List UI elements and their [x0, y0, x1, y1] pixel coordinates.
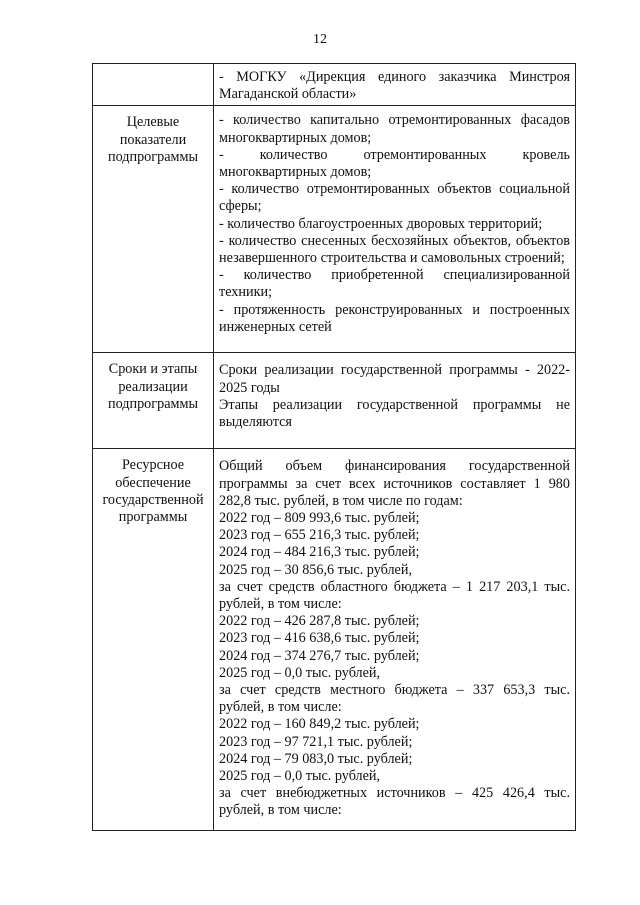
row-label-resource-provision: Ресурсное обеспечение государственной программы [93, 449, 214, 831]
funding-line: 2025 год – 0,0 тыс. рублей, [219, 768, 381, 785]
terms-line: Сроки реализации государственной программы - 2022-2025 годы [219, 362, 570, 396]
table-row-terms-stages [93, 353, 576, 449]
table-row-target-indicators [93, 106, 576, 353]
row-content-executor [214, 64, 576, 106]
funding-line: 2022 год – 160 849,2 тыс. рублей; [219, 716, 420, 733]
table-row-executor [93, 64, 576, 106]
funding-line: 2023 год – 416 638,6 тыс. рублей; [219, 630, 420, 647]
indicator-item: - количество капитально отремонтированных фасадов многоквартирных домов; [219, 112, 570, 146]
funding-line: 2025 год – 30 856,6 тыс. рублей, [219, 561, 412, 578]
indicator-item: - количество благоустроенных дворовых территорий; [219, 215, 543, 232]
funding-line: 2024 год – 484 216,3 тыс. рублей; [219, 544, 420, 561]
funding-line: 2025 год – 0,0 тыс. рублей, [219, 664, 381, 681]
table-row-resource-provision [93, 449, 576, 831]
funding-line: 2023 год – 655 216,3 тыс. рублей; [219, 527, 420, 544]
executor-line: - МОГКУ «Дирекция единого заказчика Минстроя Магаданской области» [219, 69, 570, 103]
row-content-target-indicators [214, 106, 576, 353]
funding-line: 2024 год – 79 083,0 тыс. рублей; [219, 750, 413, 767]
row-label-terms-stages: Сроки и этапы реализации подпрограммы [93, 353, 214, 449]
funding-line: 2022 год – 809 993,6 тыс. рублей; [219, 510, 420, 527]
indicator-item: - количество снесенных бесхозяйных объектов, объектов незавершенного строительства и самовольных строений; [219, 232, 570, 267]
stages-line: Этапы реализации государственной программы не выделяются [219, 396, 570, 431]
row-content-resource-provision [214, 449, 576, 831]
funding-line: Общий объем финансирования государственной программы за счет всех источников составляет 1 980 282,8 тыс. рублей, в том числе по годам: [219, 458, 570, 509]
funding-line: 2022 год – 426 287,8 тыс. рублей; [219, 613, 420, 630]
funding-line: за счет средств областного бюджета – 1 217 203,1 тыс. рублей, в том числе: [219, 578, 570, 613]
funding-line: за счет средств местного бюджета – 337 653,3 тыс. рублей, в том числе: [219, 682, 570, 716]
funding-line: за счет внебюджетных источников – 425 426,4 тыс. рублей, в том числе: [219, 785, 570, 819]
page-number: 12 [313, 32, 327, 47]
program-passport-table [92, 63, 576, 831]
indicator-item: - количество приобретенной специализированной техники; [219, 267, 570, 301]
indicator-item: - протяженность реконструированных и построенных инженерных сетей [219, 301, 570, 335]
row-label-target-indicators: Целевые показатели подпрограммы [93, 106, 214, 353]
indicator-item: - количество отремонтированных объектов социальной сферы; [219, 181, 570, 215]
row-label-empty [93, 64, 214, 106]
indicator-item: - количество отремонтированных кровель многоквартирных домов; [219, 146, 570, 181]
funding-line: 2024 год – 374 276,7 тыс. рублей; [219, 647, 420, 664]
row-content-terms-stages [214, 353, 576, 449]
funding-line: 2023 год – 97 721,1 тыс. рублей; [219, 733, 413, 750]
